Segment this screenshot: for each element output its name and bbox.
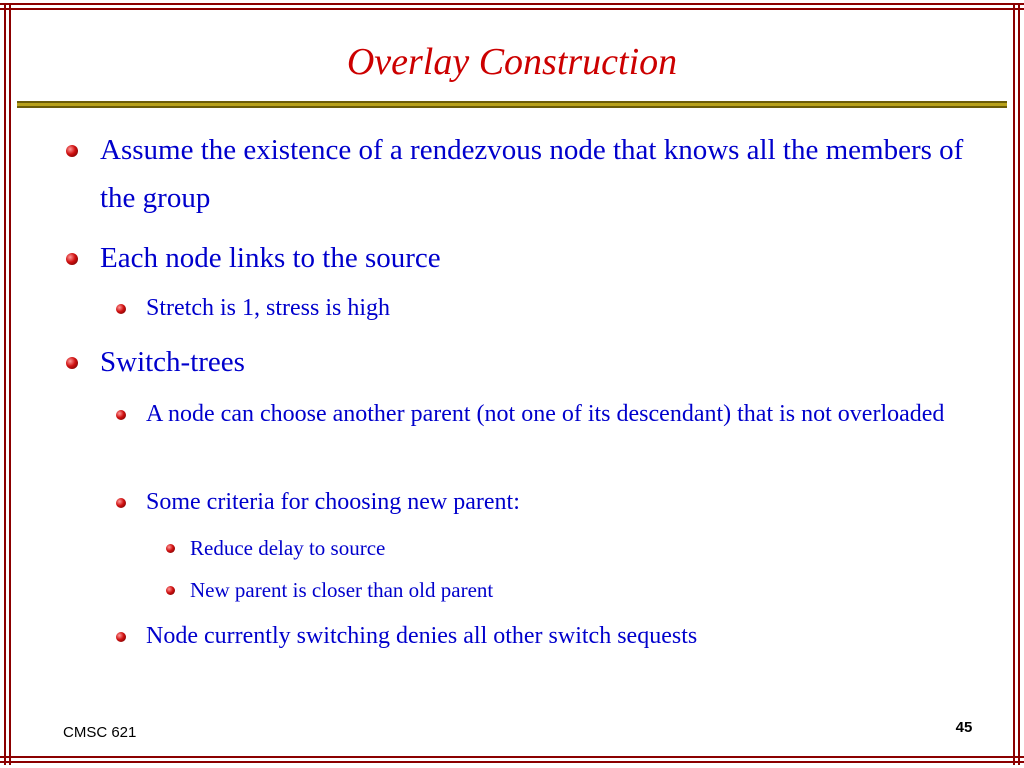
- footer-course-label: CMSC 621: [63, 724, 137, 741]
- bullet-item-6: [146, 482, 986, 523]
- red-sphere-bullet-icon: [116, 304, 126, 314]
- red-sphere-bullet-icon: [116, 498, 126, 508]
- bullet-item-7: [190, 532, 970, 564]
- bullet-text: Switch-trees: [100, 346, 245, 378]
- bullet-item-4: [100, 338, 980, 386]
- red-sphere-bullet-icon: [116, 410, 126, 420]
- bullet-text: Stretch is 1, stress is high: [146, 295, 390, 321]
- bullet-text: A node can choose another parent (not one of its descendant) that is not overloaded: [146, 401, 945, 427]
- red-sphere-bullet-icon: [166, 586, 175, 595]
- bullet-text: Node currently switching denies all other switch sequests: [146, 623, 698, 649]
- bullet-text: Some criteria for choosing new parent:: [146, 489, 520, 515]
- red-sphere-bullet-icon: [66, 145, 78, 157]
- frame-bottom-border: [0, 756, 1024, 763]
- bullet-item-9: [146, 616, 986, 657]
- page-number: 45: [955, 719, 973, 736]
- red-sphere-bullet-icon: [116, 632, 126, 642]
- bullet-text: Reduce delay to source: [190, 536, 386, 560]
- title-divider: [17, 101, 1007, 108]
- bullet-item-3: [146, 288, 986, 329]
- bullet-text: New parent is closer than old parent: [190, 578, 494, 602]
- frame-left-border: [4, 3, 11, 765]
- red-sphere-bullet-icon: [66, 357, 78, 369]
- slide-title: Overlay Construction: [346, 41, 678, 83]
- bullet-item-5: [146, 394, 986, 435]
- red-sphere-bullet-icon: [166, 544, 175, 553]
- frame-right-border: [1013, 3, 1020, 765]
- frame-top-border: [0, 3, 1024, 10]
- bullet-item-1: [100, 126, 980, 222]
- bullet-text: Assume the existence of a rendezvous node that knows all the members of the group: [100, 134, 964, 214]
- bullet-item-2: [100, 234, 980, 282]
- bullet-item-8: [190, 574, 970, 606]
- red-sphere-bullet-icon: [66, 253, 78, 265]
- bullet-text: Each node links to the source: [100, 242, 441, 274]
